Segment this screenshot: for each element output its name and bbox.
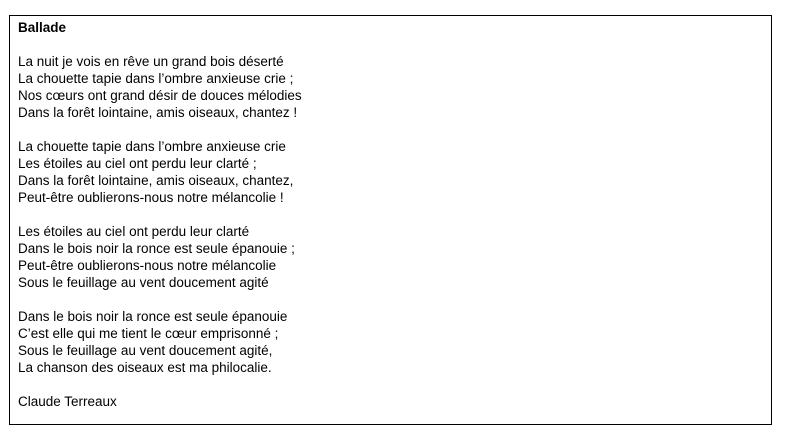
stanza-2-line-2: Les étoiles au ciel ont perdu leur clarté ; xyxy=(18,156,257,171)
stanza-3-line-1: Les étoiles au ciel ont perdu leur clarté xyxy=(18,224,250,239)
stanza-3-line-3: Peut-être oublierons-nous notre mélancolie xyxy=(18,258,277,273)
poem-title: Ballade xyxy=(18,20,67,35)
stanza-3-line-2: Dans le bois noir la ronce est seule épanouie ; xyxy=(18,241,295,256)
stanza-4-line-4: La chanson des oiseaux est ma philocalie. xyxy=(18,360,272,375)
poem-author: Claude Terreaux xyxy=(18,394,117,409)
stanza-1-line-1: La nuit je vois en rêve un grand bois déserté xyxy=(18,54,284,69)
poem-box xyxy=(9,15,772,425)
stanza-4 xyxy=(18,308,771,376)
stanza-4-line-3: Sous le feuillage au vent doucement agité, xyxy=(18,343,273,358)
stanza-3-line-4: Sous le feuillage au vent doucement agité xyxy=(18,275,269,290)
stanza-2-line-3: Dans la forêt lointaine, amis oiseaux, chantez, xyxy=(18,173,294,188)
stanza-2 xyxy=(18,138,771,206)
stanza-2-line-1: La chouette tapie dans l’ombre anxieuse crie xyxy=(18,139,286,154)
stanza-1-line-4: Dans la forêt lointaine, amis oiseaux, chantez ! xyxy=(18,105,298,120)
stanza-1 xyxy=(18,53,771,121)
stanza-1-line-3: Nos cœurs ont grand désir de douces mélodies xyxy=(18,88,302,103)
stanza-2-line-4: Peut-être oublierons-nous notre mélancolie ! xyxy=(18,190,284,205)
stanza-1-line-2: La chouette tapie dans l’ombre anxieuse crie ; xyxy=(18,71,294,86)
stanza-4-line-2: C’est elle qui me tient le cœur emprisonné ; xyxy=(18,326,279,341)
stanza-4-line-1: Dans le bois noir la ronce est seule épanouie xyxy=(18,309,288,324)
stanza-3 xyxy=(18,223,771,291)
